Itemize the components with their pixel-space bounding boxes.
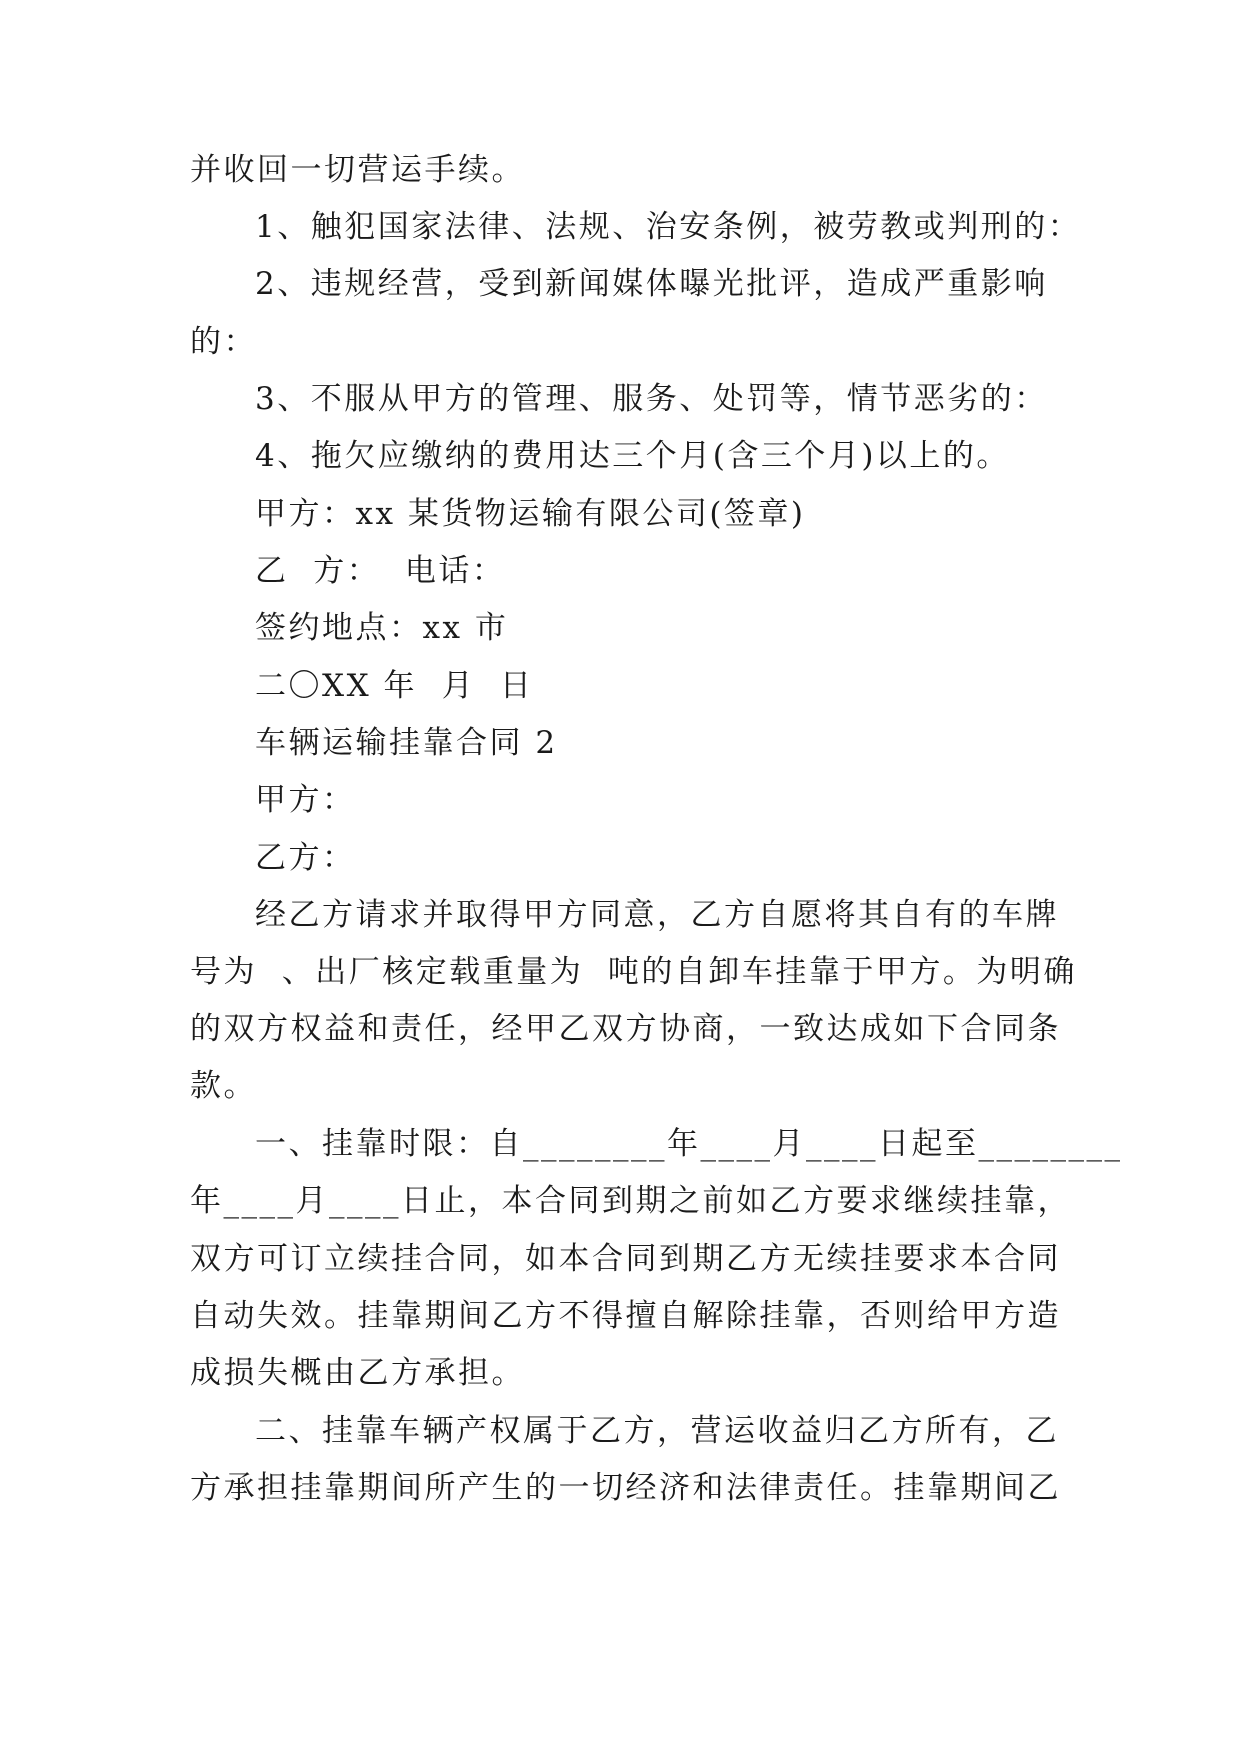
text-line: 3、不服从甲方的管理、服务、处罚等，情节恶劣的： — [255, 381, 1048, 417]
text-line: 款。 — [190, 1068, 257, 1104]
text-line: 1、触犯国家法律、法规、治安条例，被劳教或判刑的： — [255, 209, 1082, 245]
text-line: 4、拖欠应缴纳的费用达三个月(含三个月)以上的。 — [255, 438, 1010, 474]
text-line: 签约地点：xx 市 — [255, 610, 509, 646]
text-line: 甲方： — [255, 782, 356, 818]
text-line: 一、挂靠时限：自________年____月____日起至________ — [255, 1126, 1123, 1162]
text-line: 的： — [190, 324, 257, 360]
text-line: 方承担挂靠期间所产生的一切经济和法律责任。挂靠期间乙 — [190, 1470, 1061, 1506]
text-line: 并收回一切营运手续。 — [190, 152, 525, 188]
text-line: 的双方权益和责任，经甲乙双方协商，一致达成如下合同条 — [190, 1011, 1061, 1047]
text-line: 甲方：xx 某货物运输有限公司(签章) — [255, 496, 806, 532]
text-line: 双方可订立续挂合同，如本合同到期乙方无续挂要求本合同 — [190, 1241, 1061, 1277]
text-line: 自动失效。挂靠期间乙方不得擅自解除挂靠，否则给甲方造 — [190, 1298, 1061, 1334]
text-line: 乙 方： 电话： — [255, 553, 506, 589]
text-line: 乙方： — [255, 840, 356, 876]
text-line: 车辆运输挂靠合同 2 — [255, 725, 558, 761]
text-line: 年____月____日止，本合同到期之前如乙方要求继续挂靠， — [190, 1183, 1071, 1219]
text-line: 二〇XX 年 月 日 — [255, 668, 534, 704]
text-line: 号为 、出厂核定载重量为 吨的自卸车挂靠于甲方。为明确 — [190, 954, 1077, 990]
text-line: 成损失概由乙方承担。 — [190, 1355, 525, 1391]
text-line: 经乙方请求并取得甲方同意，乙方自愿将其自有的车牌 — [255, 897, 1059, 933]
text-line: 2、违规经营，受到新闻媒体曝光批评，造成严重影响 — [255, 266, 1048, 302]
text-line: 二、挂靠车辆产权属于乙方，营运收益归乙方所有，乙 — [255, 1413, 1059, 1449]
